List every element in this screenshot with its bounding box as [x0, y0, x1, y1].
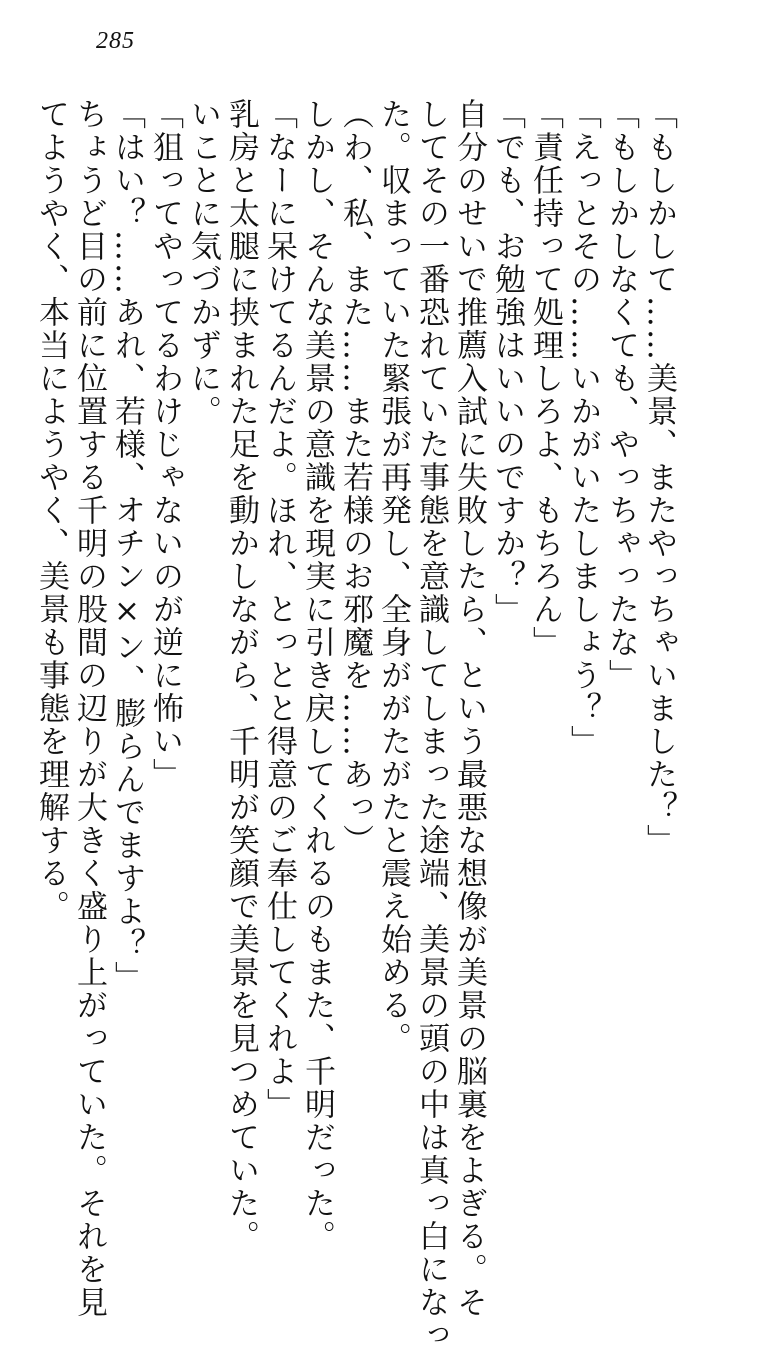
text-line: 自分のせいで推薦入試に失敗したら、という最悪な想像が美景の脳裏をよぎる。そ	[451, 98, 487, 1319]
text-line: てようやく、本当にようやく、美景も事態を理解する。	[33, 98, 69, 923]
text-line: 「責任持って処理しろよ、もちろん」	[527, 98, 563, 659]
text-line: ちょうど目の前に位置する千明の股間の辺りが大きく盛り上がっていた。それを見	[71, 98, 107, 1319]
text-line: 「はい？……あれ、若様、オチン×ン、膨らんでますよ？」	[109, 98, 145, 994]
text-line: た。収まっていた緊張が再発し、全身ががたがたと震え始める。	[375, 98, 411, 1055]
text-line: 「えっとその……いかがいたしましょう？」	[565, 98, 601, 758]
text-line: 「なーに呆けてるんだよ。ほれ、とっとと得意のご奉仕してくれよ」	[261, 98, 297, 1121]
body-text	[32, 98, 678, 1352]
text-line: 「狙ってやってるわけじゃないのが逆に怖い」	[147, 98, 183, 791]
text-line: 「もしかしなくても、やっちゃったな」	[603, 98, 639, 692]
text-line: いことに気づかずに。	[185, 98, 221, 428]
text-line: 「でも、お勉強はいいのですか？」	[489, 98, 525, 626]
text-line: （わ、私、また……また若様のお邪魔を……あっ）	[337, 98, 373, 857]
text-line: 乳房と太腿に挟まれた足を動かしながら、千明が笑顔で美景を見つめていた。	[223, 98, 259, 1253]
text-line: してその一番恐れていた事態を意識してしまった途端、美景の頭の中は真っ白になっ	[413, 98, 449, 1352]
text-line: しかし、そんな美景の意識を現実に引き戻してくれるのもまた、千明だった。	[299, 98, 335, 1253]
text-line: 「もしかして……美景、またやっちゃいました？」	[641, 98, 677, 857]
page-number: 285	[96, 28, 135, 54]
